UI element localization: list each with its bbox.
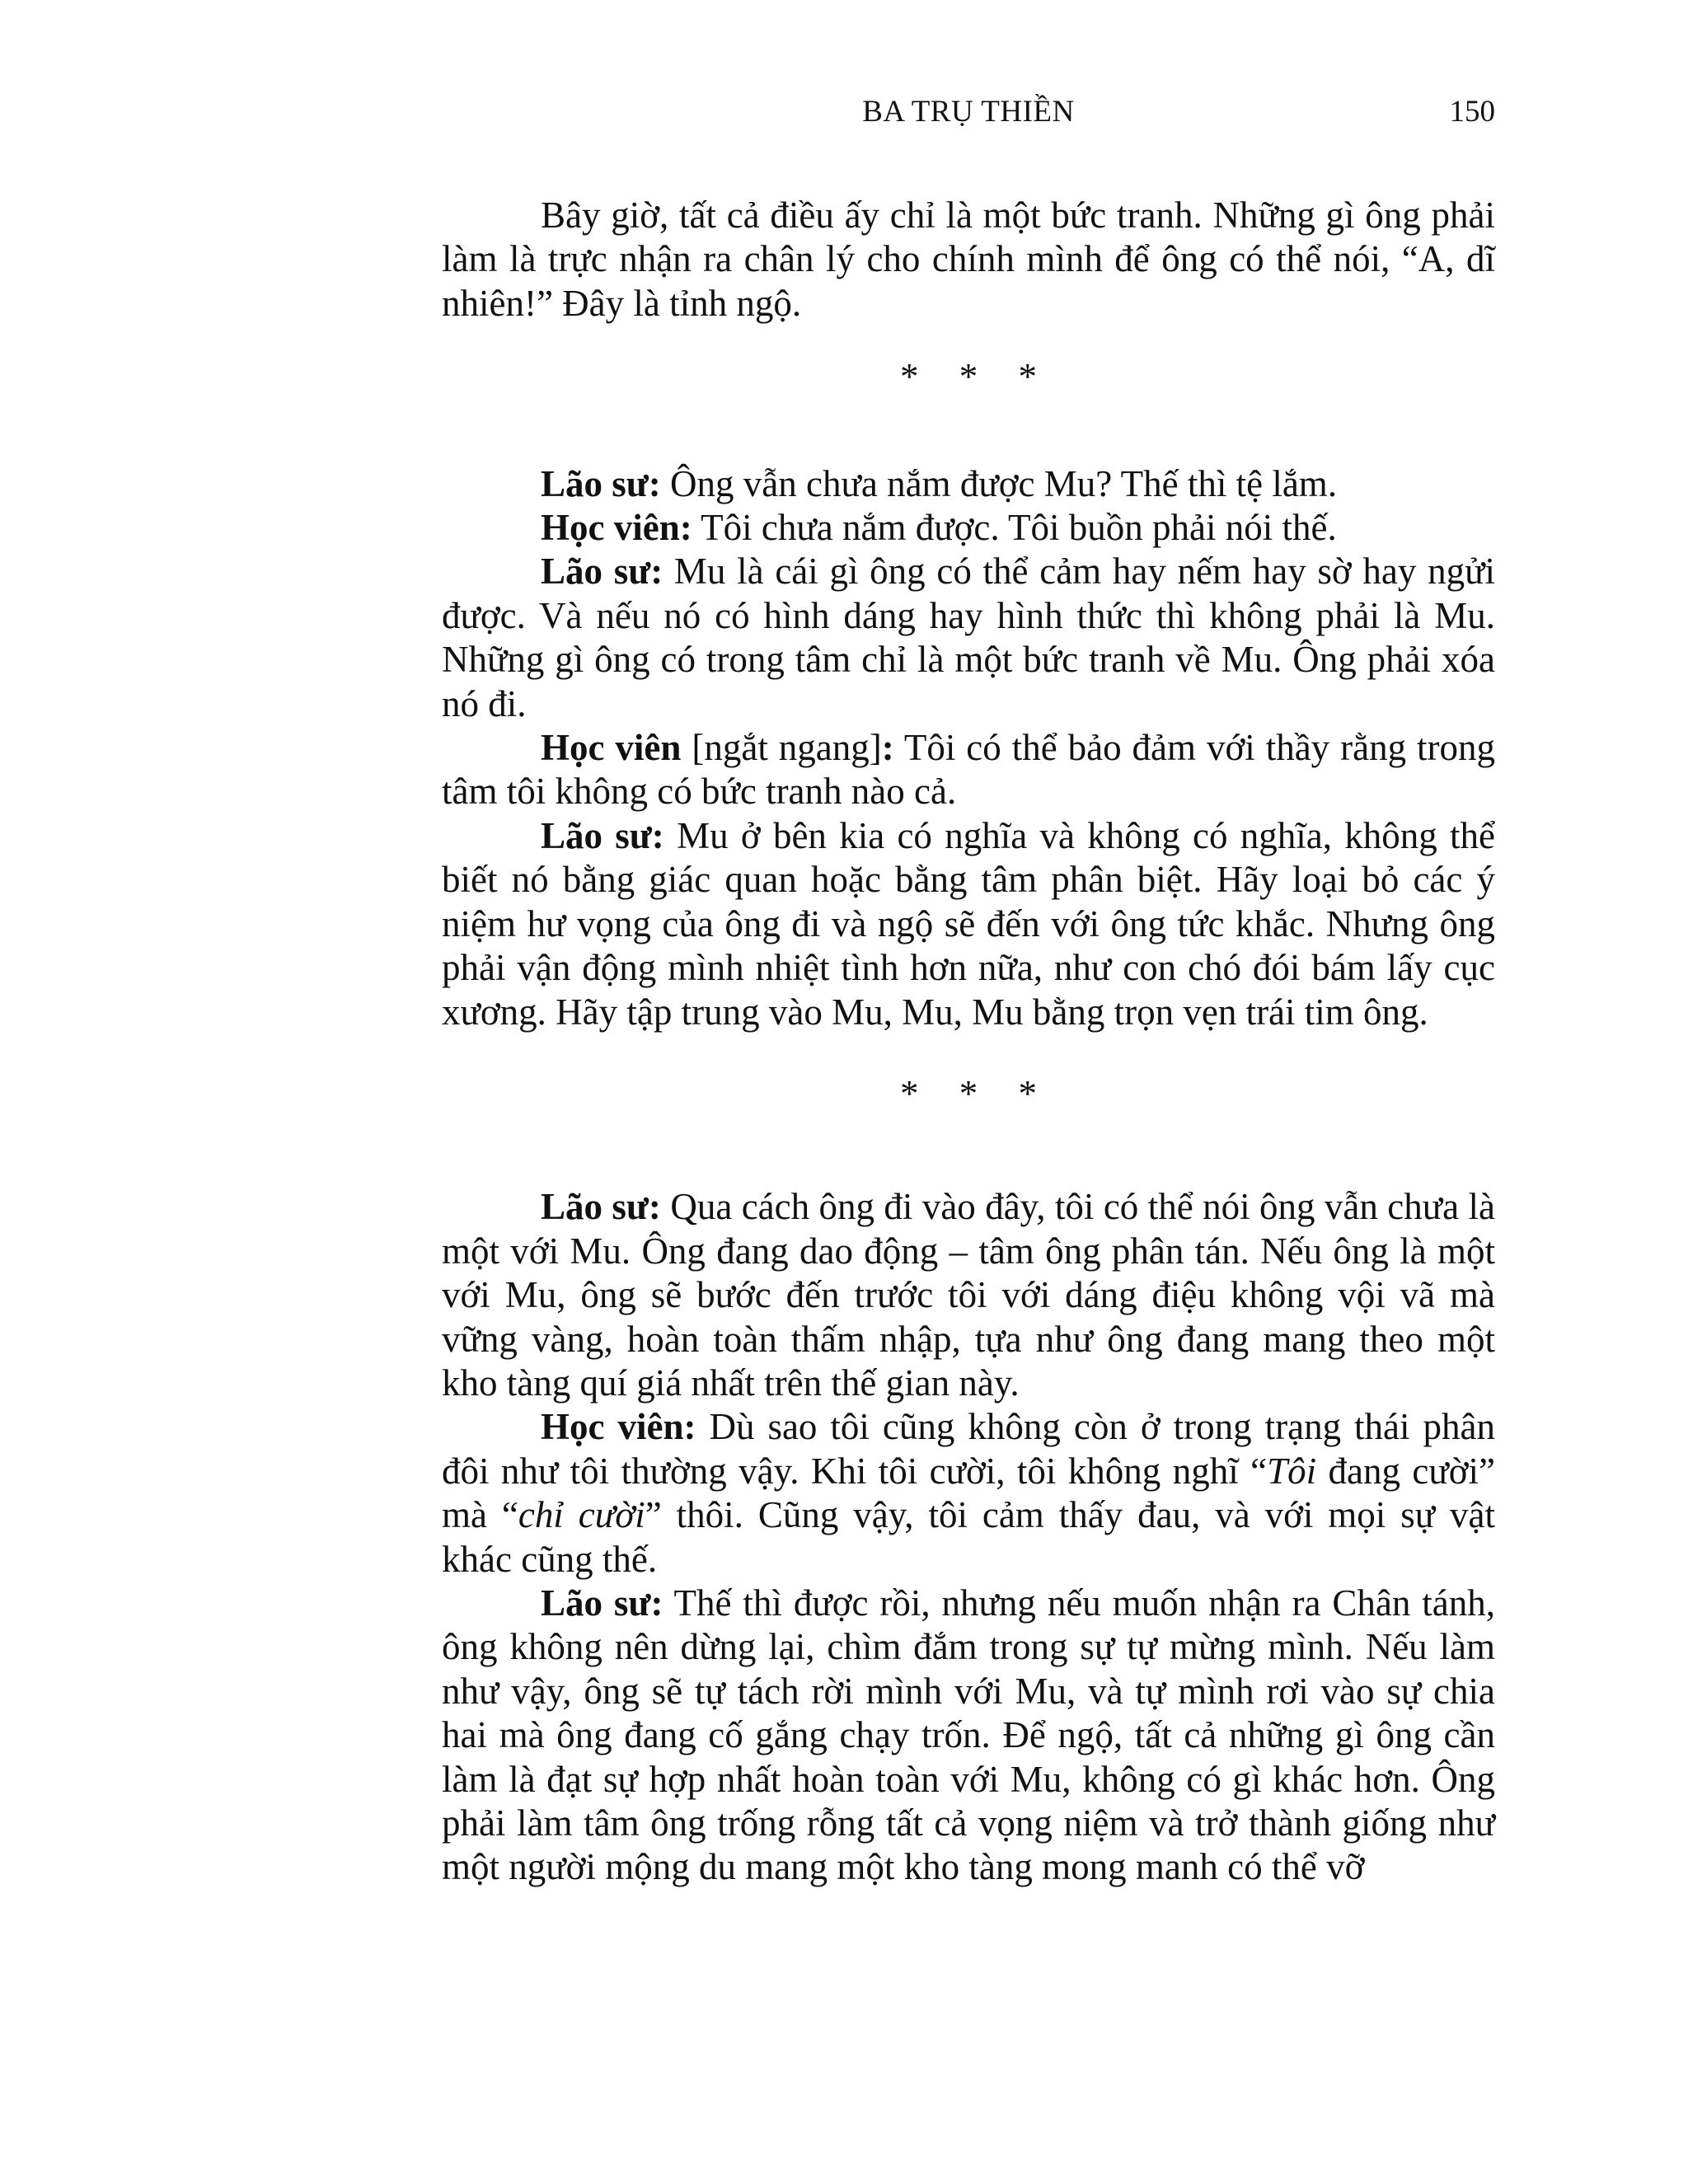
speaker-label: Lão sư: xyxy=(541,1582,663,1624)
speaker-label: Lão sư: xyxy=(541,462,661,504)
dialogue-text: ” thôi. Cũng vậy, tôi cảm thấy đau, và với mọi sự vật khác cũng thế. xyxy=(442,1494,1495,1580)
dialogue-line xyxy=(442,462,1495,506)
body-text xyxy=(442,194,1495,1890)
dialogue-text: Qua cách ông đi vào đây, tôi có thể nói ông vẫn chưa là một với Mu. Ông đang dao động – tâm ông phân tán. Nếu ông là một với Mu, ông sẽ bước đến trước tôi với dáng điệu không vội vã mà vững vàng, hoàn toàn thấm nhập, tựa như ông đang mang theo một kho tàng quí giá nhất trên thế gian này. xyxy=(442,1186,1495,1404)
section-separator: * * * xyxy=(900,1072,1037,1114)
dialogue-line xyxy=(442,1582,1495,1890)
dialogue-text: Tôi có thể bảo đảm với thầy rằng trong tâm tôi không có bức tranh nào cả. xyxy=(442,727,1496,813)
speaker-label: Học viên: xyxy=(541,1406,696,1448)
speaker-label: Lão sư: xyxy=(541,551,663,593)
page-header xyxy=(442,94,1495,143)
italic-text: chỉ cười xyxy=(518,1494,645,1536)
dialogue-line xyxy=(442,1405,1495,1582)
speaker-label: Học viên: xyxy=(541,507,692,549)
page-number: 150 xyxy=(1449,95,1495,129)
running-title: BA TRỤ THIỀN xyxy=(862,95,1075,129)
dialogue-line xyxy=(442,1185,1495,1405)
dialogue-text: Mu ở bên kia có nghĩa và không có nghĩa, không thể biết nó bằng giác quan hoặc bằng tâm phân biệt. Hãy loại bỏ các ý niệm hư vọng của ông đi và ngộ sẽ đến với ông tức khắc. Nhưng ông phải vận động mình nhiệt tình hơn nữa, như con chó đói bám lấy cục xương. Hãy tập trung vào Mu, Mu, Mu bằng trọn vẹn trái tim ông. xyxy=(442,814,1495,1033)
dialogue-line xyxy=(442,550,1495,726)
speaker-label: Học viên xyxy=(541,727,682,769)
dialogue-line xyxy=(442,506,1495,550)
section-separator: * * * xyxy=(900,356,1037,398)
dialogue-line xyxy=(442,814,1495,1034)
italic-text: Tôi xyxy=(1267,1450,1317,1492)
dialogue-text: Mu là cái gì ông có thể cảm hay nếm hay sờ hay ngửi được. Và nếu nó có hình dáng hay hình thức thì không phải là Mu. Những gì ông có trong tâm chỉ là một bức tranh về Mu. Ông phải xóa nó đi. xyxy=(442,551,1495,724)
dialogue-text: đang cười” mà “ xyxy=(442,1450,1495,1536)
stage-direction: [ngắt ngang] xyxy=(681,727,882,769)
dialogue-text: Ông vẫn chưa nắm được Mu? Thế thì tệ lắm. xyxy=(660,462,1338,504)
dialogue-text: Dù sao tôi cũng không còn ở trong trạng thái phân đôi như tôi thường vậy. Khi tôi cười, tôi không nghĩ “ xyxy=(442,1406,1495,1492)
speaker-colon: : xyxy=(881,727,894,769)
dialogue-line xyxy=(442,726,1495,814)
dialogue-text: Thế thì được rồi, nhưng nếu muốn nhận ra Chân tánh, ông không nên dừng lại, chìm đắm trong sự tự mừng mình. Nếu làm như vậy, ông sẽ tự tách rời mình với Mu, và tự mình rơi vào sự chia hai mà ông đang cố gắng chạy trốn. Để ngộ, tất cả những gì ông cần làm là đạt sự hợp nhất hoàn toàn với Mu, không có gì khác hơn. Ông phải làm tâm ông trống rỗng tất cả vọng niệm và trở thành giống như một người mộng du mang một kho tàng mong manh có thể vỡ xyxy=(442,1582,1495,1888)
dialogue-text: Tôi chưa nắm được. Tôi buồn phải nói thế. xyxy=(692,507,1337,549)
speaker-label: Lão sư: xyxy=(541,1186,661,1228)
paragraph-intro: Bây giờ, tất cả điều ấy chỉ là một bức tranh. Những gì ông phải làm là trực nhận ra chân lý cho chính mình để ông có thể nói, “A, dĩ nhiên!” Đây là tỉnh ngộ. xyxy=(442,194,1495,324)
speaker-label: Lão sư: xyxy=(541,814,664,856)
